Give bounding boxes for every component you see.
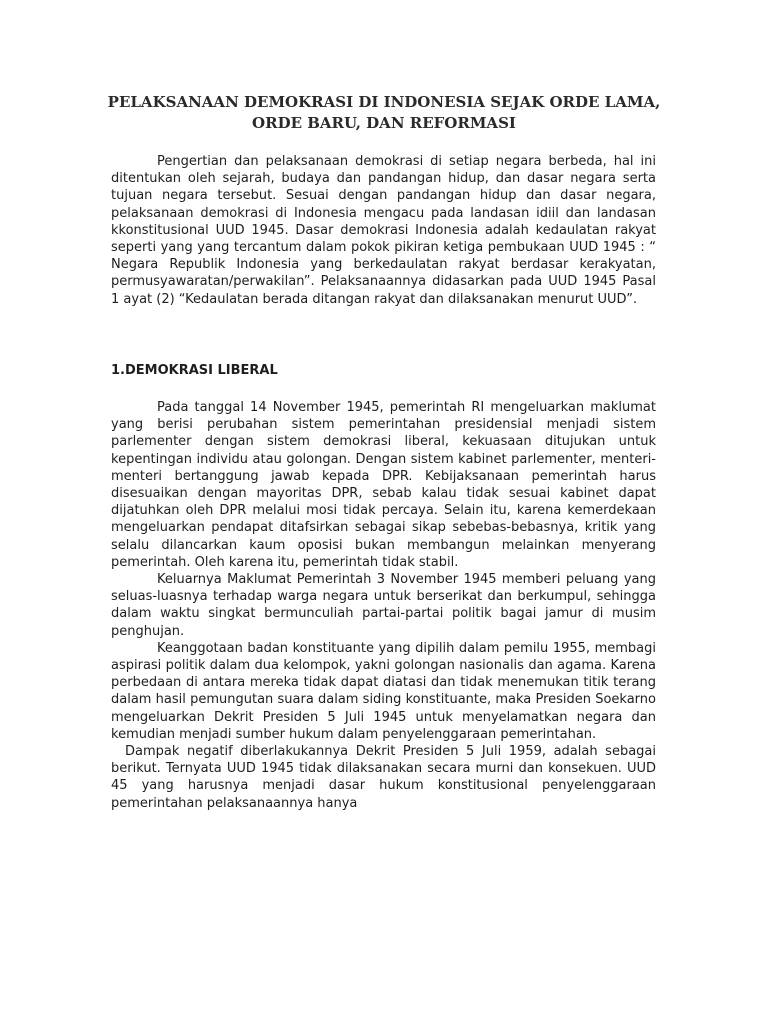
intro-section (111, 153, 656, 308)
section-heading-demokrasi-liberal: 1.DEMOKRASI LIBERAL (111, 363, 278, 378)
paragraph-partai-politik: Keluarnya Maklumat Pemerintah 3 November 1945 memberi peluang yang seluas-luasnya terhadap warga negara untuk berserikat dan berkumpul, sehingga dalam waktu singkat bermunculiah partai-partai politik bagai jamur di musim penghujan. (111, 572, 656, 639)
paragraph-konstituante: Keanggotaan badan konstituante yang dipilih dalam pemilu 1955, membagi aspirasi politik dalam dua kelompok, yakni golongan nasionalis dan agama. Karena perbedaan di antara mereka tidak dapat diatasi dan tidak menemukan titik terang dalam hasil pemungutan suara dalam siding konstituante, maka Presiden Soekarno mengeluarkan Dekrit Presiden 5 Juli 1945 untuk menyelamatkan negara dan kemudian menjadi sumber hukum dalam penyelenggaraan pemerintahan. (111, 640, 656, 742)
title-line-1: PELAKSANAAN DEMOKRASI DI INDONESIA SEJAK ORDE LAMA, (107, 93, 661, 111)
intro-paragraph: Pengertian dan pelaksanaan demokrasi di setiap negara berbeda, hal ini ditentukan oleh sejarah, budaya dan pandangan hidup, dan dasar negara serta tujuan negara tersebut. Sesuai dengan pandangan hidup dan dasar negara, pelaksanaan demokrasi di Indonesia mengacu pada landasan idiil dan landasan kkonstitusional UUD 1945. Dasar demokrasi Indonesia adalah kedaulatan rakyat seperti yang yang tercantum dalam pokok pikiran ketiga pembukaan UUD 1945 : “ Negara Republik Indonesia yang berkedaulatan rakyat berdasar kerakyatan, permusyawaratan/perwakilan”. Pelaksanaannya didasarkan pada UUD 1945 Pasal 1 ayat (2) “Kedaulatan berada ditangan rakyat dan dilaksanakan menurut UUD”. (111, 154, 656, 307)
document-title (100, 92, 668, 134)
paragraph-dampak-dekrit: Dampak negatif diberlakukannya Dekrit Presiden 5 Juli 1959, adalah sebagai berikut. Ternyata UUD 1945 tidak dilaksanakan secara murni dan konsekuen. UUD 45 yang harusnya menjadi dasar hukum konstitusional penyelenggaraan pemerintahan pelaksanaannya hanya (111, 744, 656, 811)
paragraph-maklumat-1945: Pada tanggal 14 November 1945, pemerintah RI mengeluarkan maklumat yang berisi perubahan sistem pemerintahan presidensial menjadi sistem parlementer dengan sistem demokrasi liberal, kekuasaan ditujukan untuk kepentingan individu atau golongan. Dengan sistem kabinet parlementer, menteri-menteri bertanggung jawab kepada DPR. Kebijaksanaan pemerintah harus disesuaikan dengan mayoritas DPR, sebab kalau tidak sesuai kabinet dapat dijatuhkan oleh DPR melalui mosi tidak percaya. Selain itu, karena kemerdekaan mengeluarkan pendapat ditafsirkan sebagai sikap sebebas-bebasnya, kritik yang selalu dilancarkan kaum oposisi bukan membangun melainkan menyerang pemerintah. Oleh karena itu, pemerintah tidak stabil. (111, 400, 656, 570)
section-1-body (111, 399, 656, 812)
title-line-2: ORDE BARU, DAN REFORMASI (252, 114, 516, 132)
